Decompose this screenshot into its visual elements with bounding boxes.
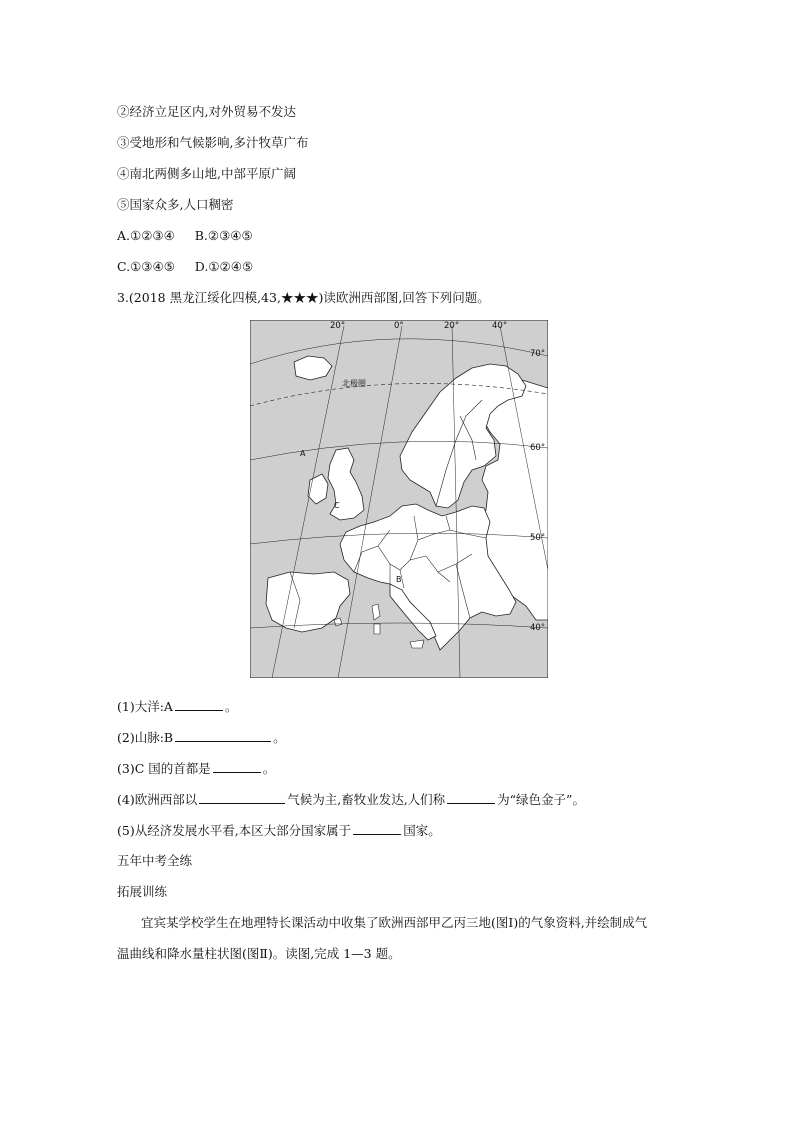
blank-development[interactable] — [353, 822, 401, 835]
answer-row-1 — [117, 228, 253, 244]
sub-question-1: (1)大洋:A 。 — [117, 699, 238, 714]
sub-question-4: (4)欧洲西部以 气候为主,畜牧业发达,人们称 为“绿色金子”。 — [117, 792, 585, 807]
map-letter-c: C — [334, 501, 340, 510]
blank-capital[interactable] — [213, 760, 261, 773]
option-5: ⑤国家众多,人口稠密 — [117, 197, 234, 212]
lat-label-70: 70° — [530, 349, 546, 359]
blank-mountain[interactable] — [175, 729, 271, 742]
sub-question-3: (3)C 国的首都是 。 — [117, 761, 276, 776]
choice-b: B.②③④⑤ — [194, 228, 253, 243]
section-title: 五年中考全练 — [117, 853, 193, 868]
option-3: ③受地形和气候影响,多汁牧草广布 — [117, 135, 309, 150]
choice-c: C.①③④⑤ — [117, 259, 175, 274]
map-letter-a: A — [300, 449, 306, 458]
option-4: ④南北两侧多山地,中部平原广阔 — [117, 166, 296, 181]
sub-question-5: (5)从经济发展水平看,本区大部分国家属于 国家。 — [117, 823, 441, 838]
map-letter-b: B — [396, 575, 402, 584]
option-2: ②经济立足区内,对外贸易不发达 — [117, 104, 296, 119]
lat-label-60: 60° — [530, 443, 546, 453]
intro-line-2: 温曲线和降水量柱状图(图Ⅱ)。读图,完成 1—3 题。 — [117, 946, 401, 961]
section-subtitle: 拓展训练 — [117, 884, 168, 899]
question-3-title: 3.(2018 黑龙江绥化四模,43,★★★)读欧洲西部图,回答下列问题。 — [117, 290, 490, 305]
blank-ocean[interactable] — [175, 698, 223, 711]
answer-row-2 — [117, 259, 253, 275]
arctic-circle-label: 北极圈 — [342, 379, 366, 388]
western-europe-map — [250, 320, 548, 678]
lon-label-20e: 20° — [444, 321, 460, 331]
sub-question-2: (2)山脉:B 。 — [117, 730, 286, 745]
choice-d: D.①②④⑤ — [194, 259, 254, 274]
lon-label-40e: 40° — [492, 321, 508, 331]
intro-line-1: 宜宾某学校学生在地理特长课活动中收集了欧洲西部甲乙丙三地(图Ⅰ)的气象资料,并绘制成气 — [141, 915, 648, 930]
lat-label-50: 50° — [530, 533, 546, 543]
lat-label-40: 40° — [530, 623, 546, 633]
blank-climate[interactable] — [199, 791, 285, 804]
blank-green-gold[interactable] — [447, 791, 495, 804]
choice-a: A.①②③④ — [117, 228, 175, 243]
lon-label-20w: 20° — [330, 321, 346, 331]
lon-label-0: 0° — [394, 321, 404, 331]
